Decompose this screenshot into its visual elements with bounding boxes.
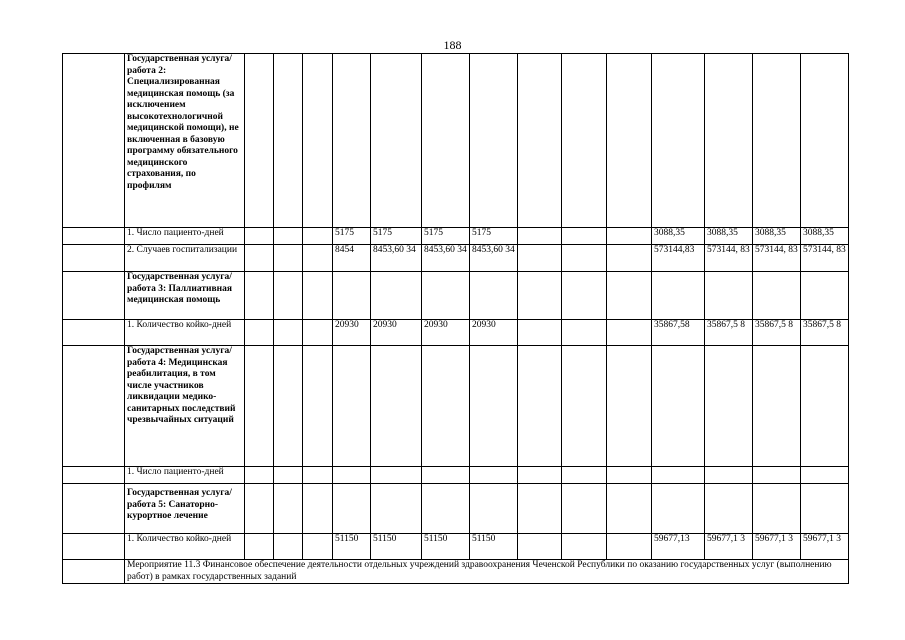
value-cell: 5175 [371, 228, 422, 245]
value-cell: 20930 [333, 320, 371, 346]
indicator-label: 1. Количество койко-дней [125, 320, 245, 346]
finance-cell [705, 467, 753, 484]
table-row [63, 245, 849, 272]
table-row [63, 534, 849, 560]
finance-cell [652, 467, 705, 484]
finance-cell: 35867,5 8 [753, 320, 801, 346]
finance-cell: 35867,5 8 [801, 320, 849, 346]
finance-cell: 59677,1 3 [801, 534, 849, 560]
table-row [63, 346, 849, 467]
value-cell: 5175 [422, 228, 470, 245]
value-cell: 8454 [333, 245, 371, 272]
finance-cell: 3088,35 [652, 228, 705, 245]
value-cell: 8453,60 34 [470, 245, 518, 272]
finance-cell [753, 467, 801, 484]
table-row [63, 54, 849, 228]
value-cell: 5175 [470, 228, 518, 245]
table-row [63, 320, 849, 346]
finance-cell: 35867,58 [652, 320, 705, 346]
value-cell: 20930 [470, 320, 518, 346]
finance-cell: 3088,35 [705, 228, 753, 245]
value-cell [422, 467, 470, 484]
finance-cell: 573144, 83 [753, 245, 801, 272]
table-row [63, 560, 849, 584]
finance-cell: 573144,83 [652, 245, 705, 272]
value-cell: 51150 [470, 534, 518, 560]
service-header: Государственная услуга/работа 4: Медицинская реабилитация, в том числе участников ликвидации медико-санитарных последствий чрезвычайных ситуаций [125, 346, 245, 467]
value-cell [333, 467, 371, 484]
indicator-label: 2. Случаев госпитализации [125, 245, 245, 272]
value-cell: 51150 [422, 534, 470, 560]
value-cell: 51150 [371, 534, 422, 560]
finance-cell: 35867,5 8 [705, 320, 753, 346]
finance-cell: 573144, 83 [801, 245, 849, 272]
indicator-label: 1. Количество койко-дней [125, 534, 245, 560]
service-header: Государственная услуга/работа 5: Санаторно-курортное лечение [125, 484, 245, 534]
value-cell: 51150 [333, 534, 371, 560]
finance-cell: 3088,35 [801, 228, 849, 245]
service-header: Государственная услуга/работа 3: Паллиативная медицинская помощь [125, 272, 245, 320]
indicators-table [62, 53, 849, 584]
service-header: Государственная услуга/работа 2: Специализированная медицинская помощь (за исключением высокотехнологичной медицинской помощи), не включенная в базовую программу обязательного медицинского страхования, по профилям [125, 54, 245, 228]
measure-note: Мероприятие 11.3 Финансовое обеспечение деятельности отдельных учреждений здравоохранения Чеченской Республики по оказанию государственных услуг (выполнению работ) в рамках государственных заданий [125, 560, 849, 584]
empty-cell [63, 54, 125, 228]
value-cell: 8453,60 34 [371, 245, 422, 272]
value-cell [371, 467, 422, 484]
page-number: 188 [443, 38, 462, 52]
finance-cell: 573144, 83 [705, 245, 753, 272]
indicator-label: 1. Число пациенто-дней [125, 228, 245, 245]
indicator-label: 1. Число пациенто-дней [125, 467, 245, 484]
finance-cell: 59677,1 3 [753, 534, 801, 560]
finance-cell [801, 467, 849, 484]
value-cell [470, 467, 518, 484]
finance-cell: 3088,35 [753, 228, 801, 245]
value-cell: 5175 [333, 228, 371, 245]
table-row [63, 484, 849, 534]
table-row [63, 228, 849, 245]
table-row [63, 272, 849, 320]
value-cell: 20930 [371, 320, 422, 346]
table-row [63, 467, 849, 484]
value-cell: 20930 [422, 320, 470, 346]
finance-cell: 59677,1 3 [705, 534, 753, 560]
finance-cell: 59677,13 [652, 534, 705, 560]
value-cell: 8453,60 34 [422, 245, 470, 272]
